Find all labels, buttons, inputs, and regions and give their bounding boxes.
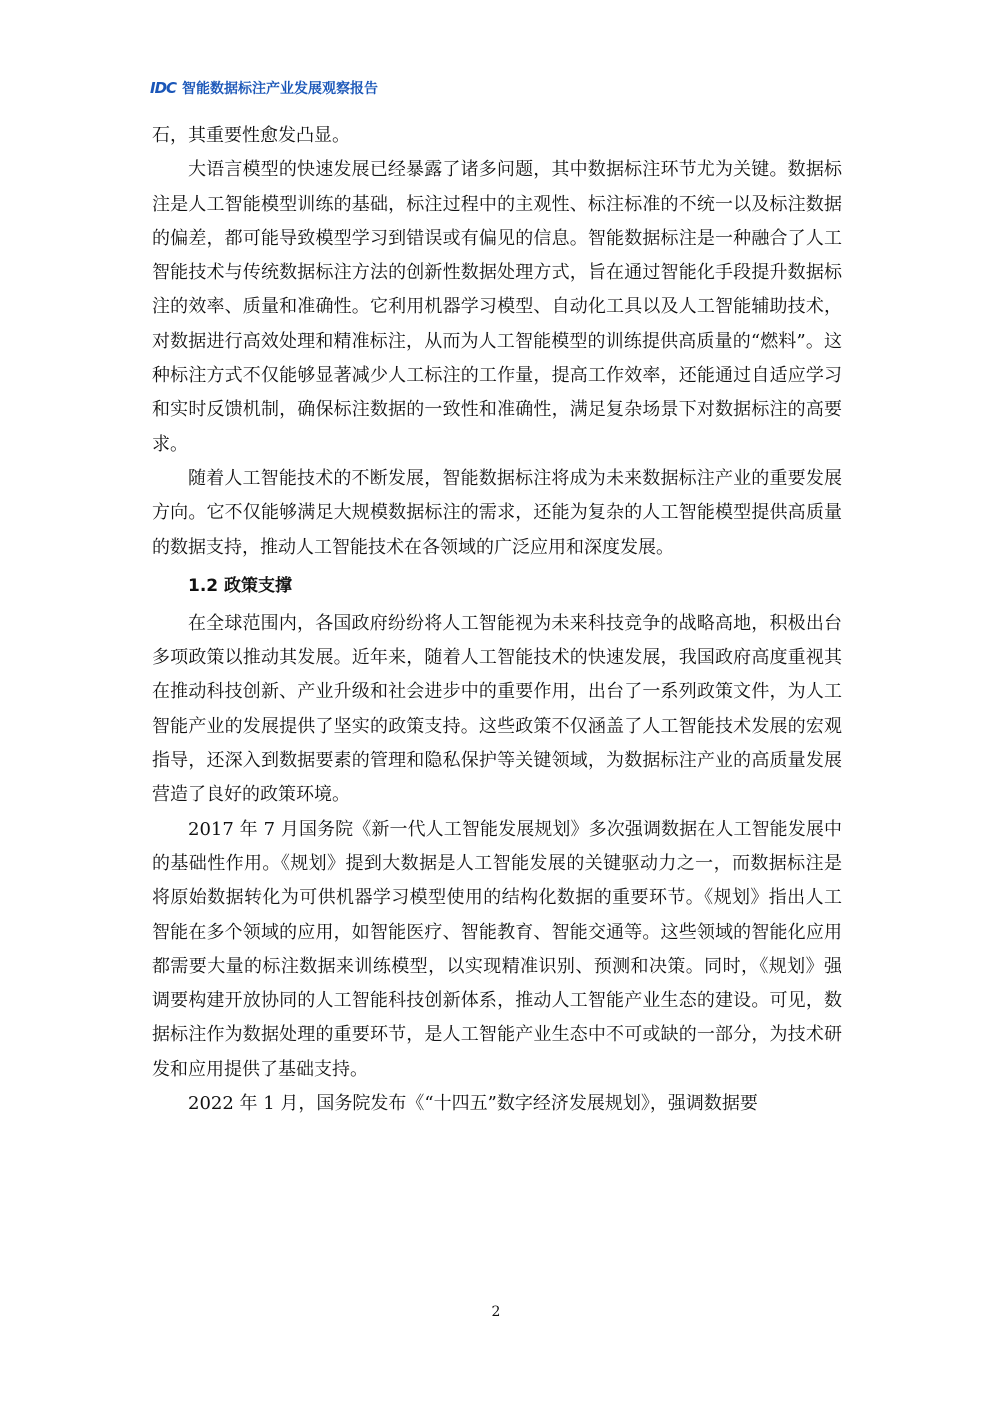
paragraph: 随着人工智能技术的不断发展，智能数据标注将成为未来数据标注产业的重要发展方向。它不仅能够满足大规模数据标注的需求，还能为复杂的人工智能模型提供高质量的数据支持，推动人工智能技术在各领域的广泛应用和深度发展。: [152, 467, 842, 558]
paragraph: 大语言模型的快速发展已经暴露了诸多问题，其中数据标注环节尤为关键。数据标注是人工智能模型训练的基础，标注过程中的主观性、标注标准的不统一以及标注数据的偏差，都可能导致模型学习到错误或有偏见的信息。智能数据标注是一种融合了人工智能技术与传统数据标注方法的创新性数据处理方式，旨在通过智能化手段提升数据标注的效率、质量和准确性。它利用机器学习模型、自动化工具以及人工智能辅助技术，对数据进行高效处理和精准标注，从而为人工智能模型的训练提供高质量的“燃料”。这种标注方式不仅能够显著减少人工标注的工作量，提高工作效率，还能通过自适应学习和实时反馈机制，确保标注数据的一致性和准确性，满足复杂场景下对数据标注的高要求。: [152, 159, 842, 455]
body-text: [152, 119, 842, 1121]
report-title: 智能数据标注产业发展观察报告: [182, 81, 379, 97]
page-header: [150, 74, 378, 102]
paragraph-continuation: 石，其重要性愈发凸显。: [152, 125, 350, 146]
paragraph: 在全球范围内，各国政府纷纷将人工智能视为未来科技竞争的战略高地，积极出台多项政策以推动其发展。近年来，随着人工智能技术的快速发展，我国政府高度重视其在推动科技创新、产业升级和社会进步中的重要作用，出台了一系列政策文件，为人工智能产业的发展提供了坚实的政策支持。这些政策不仅涵盖了人工智能技术发展的宏观指导，还深入到数据要素的管理和隐私保护等关键领域，为数据标注产业的高质量发展营造了良好的政策环境。: [152, 612, 842, 806]
page-number: 2: [491, 1304, 501, 1320]
paragraph: 2017 年 7 月国务院《新一代人工智能发展规划》多次强调数据在人工智能发展中的基础性作用。《规划》提到大数据是人工智能发展的关键驱动力之一，而数据标注是将原始数据转化为可供机器学习模型使用的结构化数据的重要环节。《规划》指出人工智能在多个领域的应用，如智能医疗、智能教育、智能交通等。这些领域的智能化应用都需要大量的标注数据来训练模型，以实现精准识别、预测和决策。同时，《规划》强调要构建开放协同的人工智能科技创新体系，推动人工智能产业生态的建设。可见，数据标注作为数据处理的重要环节，是人工智能产业生态中不可或缺的一部分，为技术研发和应用提供了基础支持。: [152, 818, 842, 1080]
section-heading: 1.2 政策支撑: [188, 575, 293, 596]
idc-logo: IDC: [150, 79, 177, 97]
paragraph: 2022 年 1 月，国务院发布《“十四五”数字经济发展规划》，强调数据要: [188, 1093, 758, 1115]
